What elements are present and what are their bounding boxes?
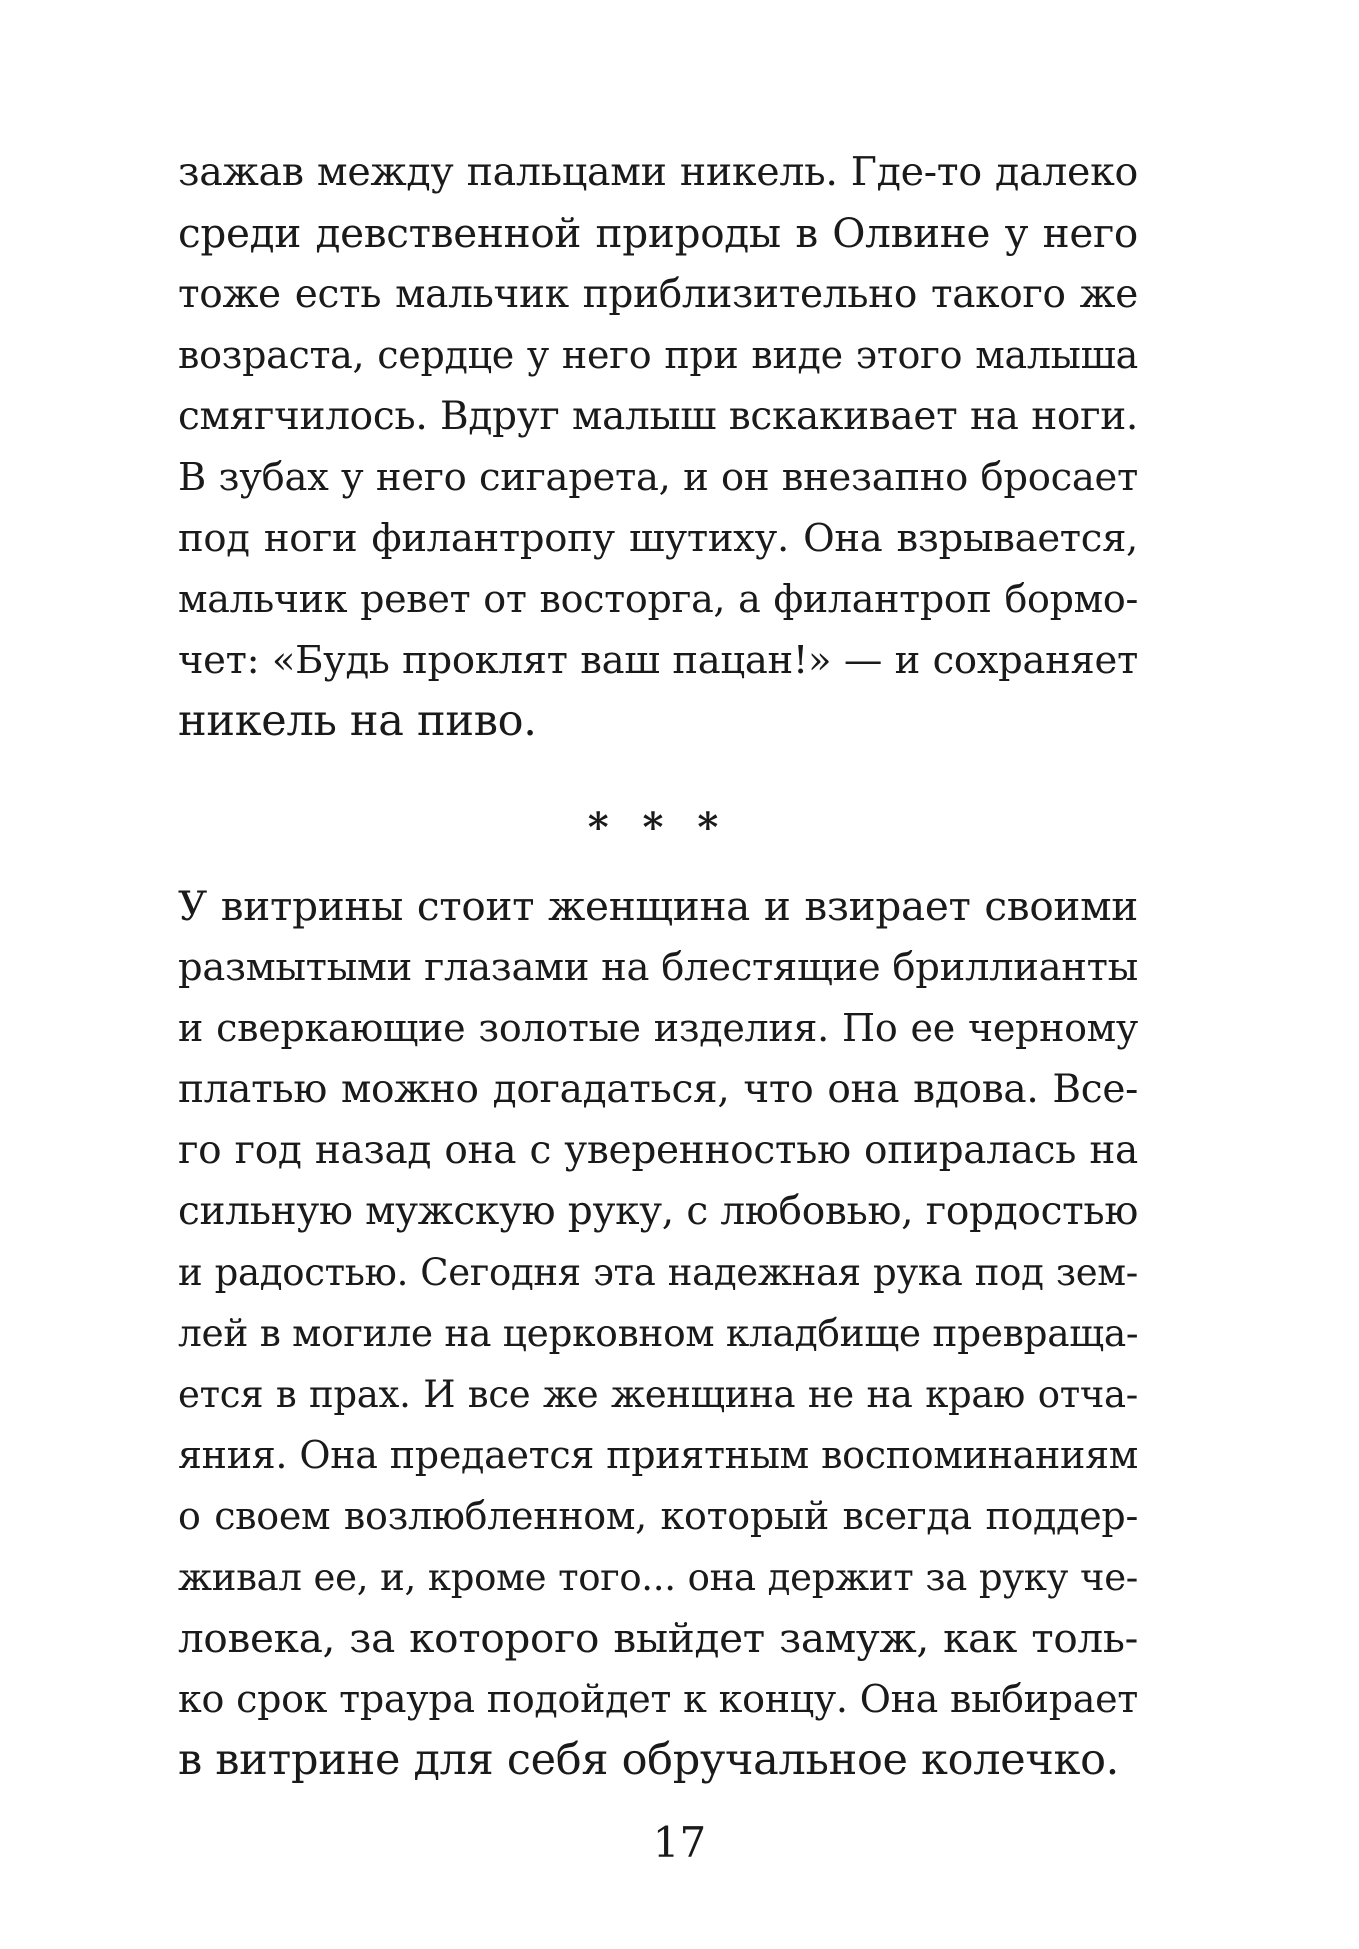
text-line: никель на пиво.	[178, 696, 537, 746]
text-line: ко срок траура подойдет к концу. Она выбирает	[178, 1677, 1138, 1721]
text-line: В зубах у него сигарета, и он внезапно бросает	[178, 455, 1138, 500]
paragraph-2	[178, 876, 1138, 1791]
text-line: в витрине для себя обручальное колечко.	[178, 1735, 1120, 1785]
text-line: и сверкающие золотые изделия. По ее черному	[178, 1006, 1138, 1050]
text-line: о своем возлюбленном, который всегда поддер-	[178, 1494, 1138, 1538]
text-line: яния. Она предается приятным воспоминаниям	[178, 1433, 1138, 1477]
text-line: мальчик ревет от восторга, а филантроп бормо-	[178, 577, 1138, 621]
page-number: 17	[652, 1818, 707, 1867]
section-separator: * * *	[587, 804, 729, 851]
text-line: У витрины стоит женщина и взирает своими	[178, 882, 1138, 930]
text-line: сильную мужскую руку, с любовью, гордостью	[178, 1189, 1138, 1234]
text-line: ловека, за которого выйдет замуж, как толь-	[178, 1614, 1138, 1662]
page-text	[178, 142, 1138, 1791]
text-line: возраста, сердце у него при виде этого малыша	[178, 333, 1138, 377]
text-line: платью можно догадаться, что она вдова. Все-	[178, 1067, 1138, 1112]
text-line: го год назад она с уверенностью опиралась на	[178, 1128, 1138, 1173]
text-line: смягчилось. Вдруг малыш вскакивает на ноги.	[178, 394, 1138, 439]
text-line: и радостью. Сегодня эта надежная рука под зем-	[178, 1251, 1138, 1294]
text-line: среди девственной природы в Олвине у него	[178, 209, 1138, 257]
text-line: тоже есть мальчик приблизительно такого же	[178, 272, 1138, 317]
text-line: размытыми глазами на блестящие бриллианты	[178, 945, 1138, 990]
text-line: под ноги филантропу шутиху. Она взрывается,	[178, 516, 1138, 561]
text-line: ется в прах. И все же женщина не на краю отча-	[178, 1373, 1138, 1416]
text-line: лей в могиле на церковном кладбище превраща-	[178, 1311, 1139, 1355]
paragraph-1	[178, 142, 1138, 752]
text-line: живал ее, и, кроме того... она держит за руку че-	[178, 1556, 1138, 1599]
text-line: чет: «Будь проклят ваш пацан!» — и сохраняет	[178, 638, 1138, 683]
text-line: зажав между пальцами никель. Где-то далеко	[178, 149, 1138, 195]
